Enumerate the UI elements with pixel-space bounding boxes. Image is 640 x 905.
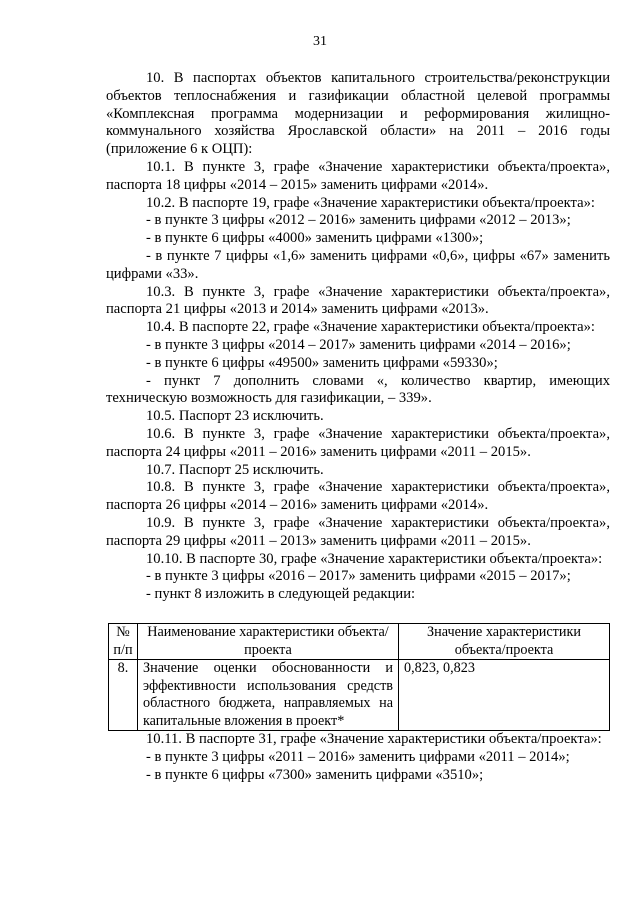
paragraph-10-4: 10.4. В паспорте 22, графе «Значение характеристики объекта/проекта»: [146,319,595,336]
paragraph-10-9: 10.9. В пункте 3, графе «Значение характеристики объекта/проекта», паспорта 29 цифры «2011 – 2013» заменить цифрами «2011 – 2015». [106,514,610,549]
list-item: - пункт 7 дополнить словами «, количество квартир, имеющих техническую возможность для газификации, – 339». [106,372,610,407]
paragraph-10-6: 10.6. В пункте 3, графе «Значение характеристики объекта/проекта», паспорта 24 цифры «2011 – 2016» заменить цифрами «2011 – 2015». [106,425,610,460]
paragraph-10-3: 10.3. В пункте 3, графе «Значение характеристики объекта/проекта», паспорта 21 цифры «2013 и 2014» заменить цифрами «2013». [106,283,610,318]
paragraph-10-11: 10.11. В паспорте 31, графе «Значение характеристики объекта/проекта»: [146,731,602,748]
paragraph-10-1: 10.1. В пункте 3, графе «Значение характеристики объекта/проекта», паспорта 18 цифры «2014 – 2015» заменить цифрами «2014». [106,158,610,193]
paragraph-10-5: 10.5. Паспорт 23 исключить. [146,408,324,425]
document-body [106,70,610,785]
list-item: - в пункте 6 цифры «49500» заменить цифрами «59330»; [146,354,498,371]
page-number: 31 [313,34,327,49]
list-item: - в пункте 6 цифры «7300» заменить цифрами «3510»; [146,767,484,784]
paragraph-10-10: 10.10. В паспорте 30, графе «Значение характеристики объекта/проекта»: [146,550,603,567]
list-item: - пункт 8 изложить в следующей редакции: [146,586,416,603]
header-value: Значение характеристики объекта/проекта [399,623,610,659]
cell-num: 8. [109,660,138,731]
list-item: - в пункте 7 цифры «1,6» заменить цифрами «0,6», цифры «67» заменить цифрами «33». [106,247,610,282]
paragraph-10-2: 10.2. В паспорте 19, графе «Значение характеристики объекта/проекта»: [146,194,595,211]
header-num: № п/п [109,623,138,659]
table-header-row [109,623,610,659]
cell-value: 0,823, 0,823 [399,660,610,731]
list-item: - в пункте 3 цифры «2011 – 2016» заменить цифрами «2011 – 2014»; [146,749,570,766]
header-name: Наименование характеристики объекта/проекта [138,623,399,659]
paragraph-10: 10. В паспортах объектов капитального строительства/реконструкции объектов теплоснабжения и газификации областной целевой программы «Комплексная программа модернизации и реформирования жилищно-коммунального хозяйства Ярославской области» на 2011 – 2016 годы (приложение 6 к ОЦП): [106,70,610,158]
characteristics-table [108,623,610,732]
list-item: - в пункте 6 цифры «4000» заменить цифрами «1300»; [146,230,484,247]
table-row [109,660,610,731]
list-item: - в пункте 3 цифры «2012 – 2016» заменить цифрами «2012 – 2013»; [146,212,571,229]
list-item: - в пункте 3 цифры «2016 – 2017» заменить цифрами «2015 – 2017»; [146,568,571,585]
paragraph-10-8: 10.8. В пункте 3, графе «Значение характеристики объекта/проекта», паспорта 26 цифры «2014 – 2016» заменить цифрами «2014». [106,479,610,514]
paragraph-10-7: 10.7. Паспорт 25 исключить. [146,461,324,478]
cell-name: Значение оценки обоснованности и эффективности использования средств областного бюджета, направляемых на капитальные вложения в проект* [138,660,399,731]
list-item: - в пункте 3 цифры «2014 – 2017» заменить цифрами «2014 – 2016»; [146,336,571,353]
